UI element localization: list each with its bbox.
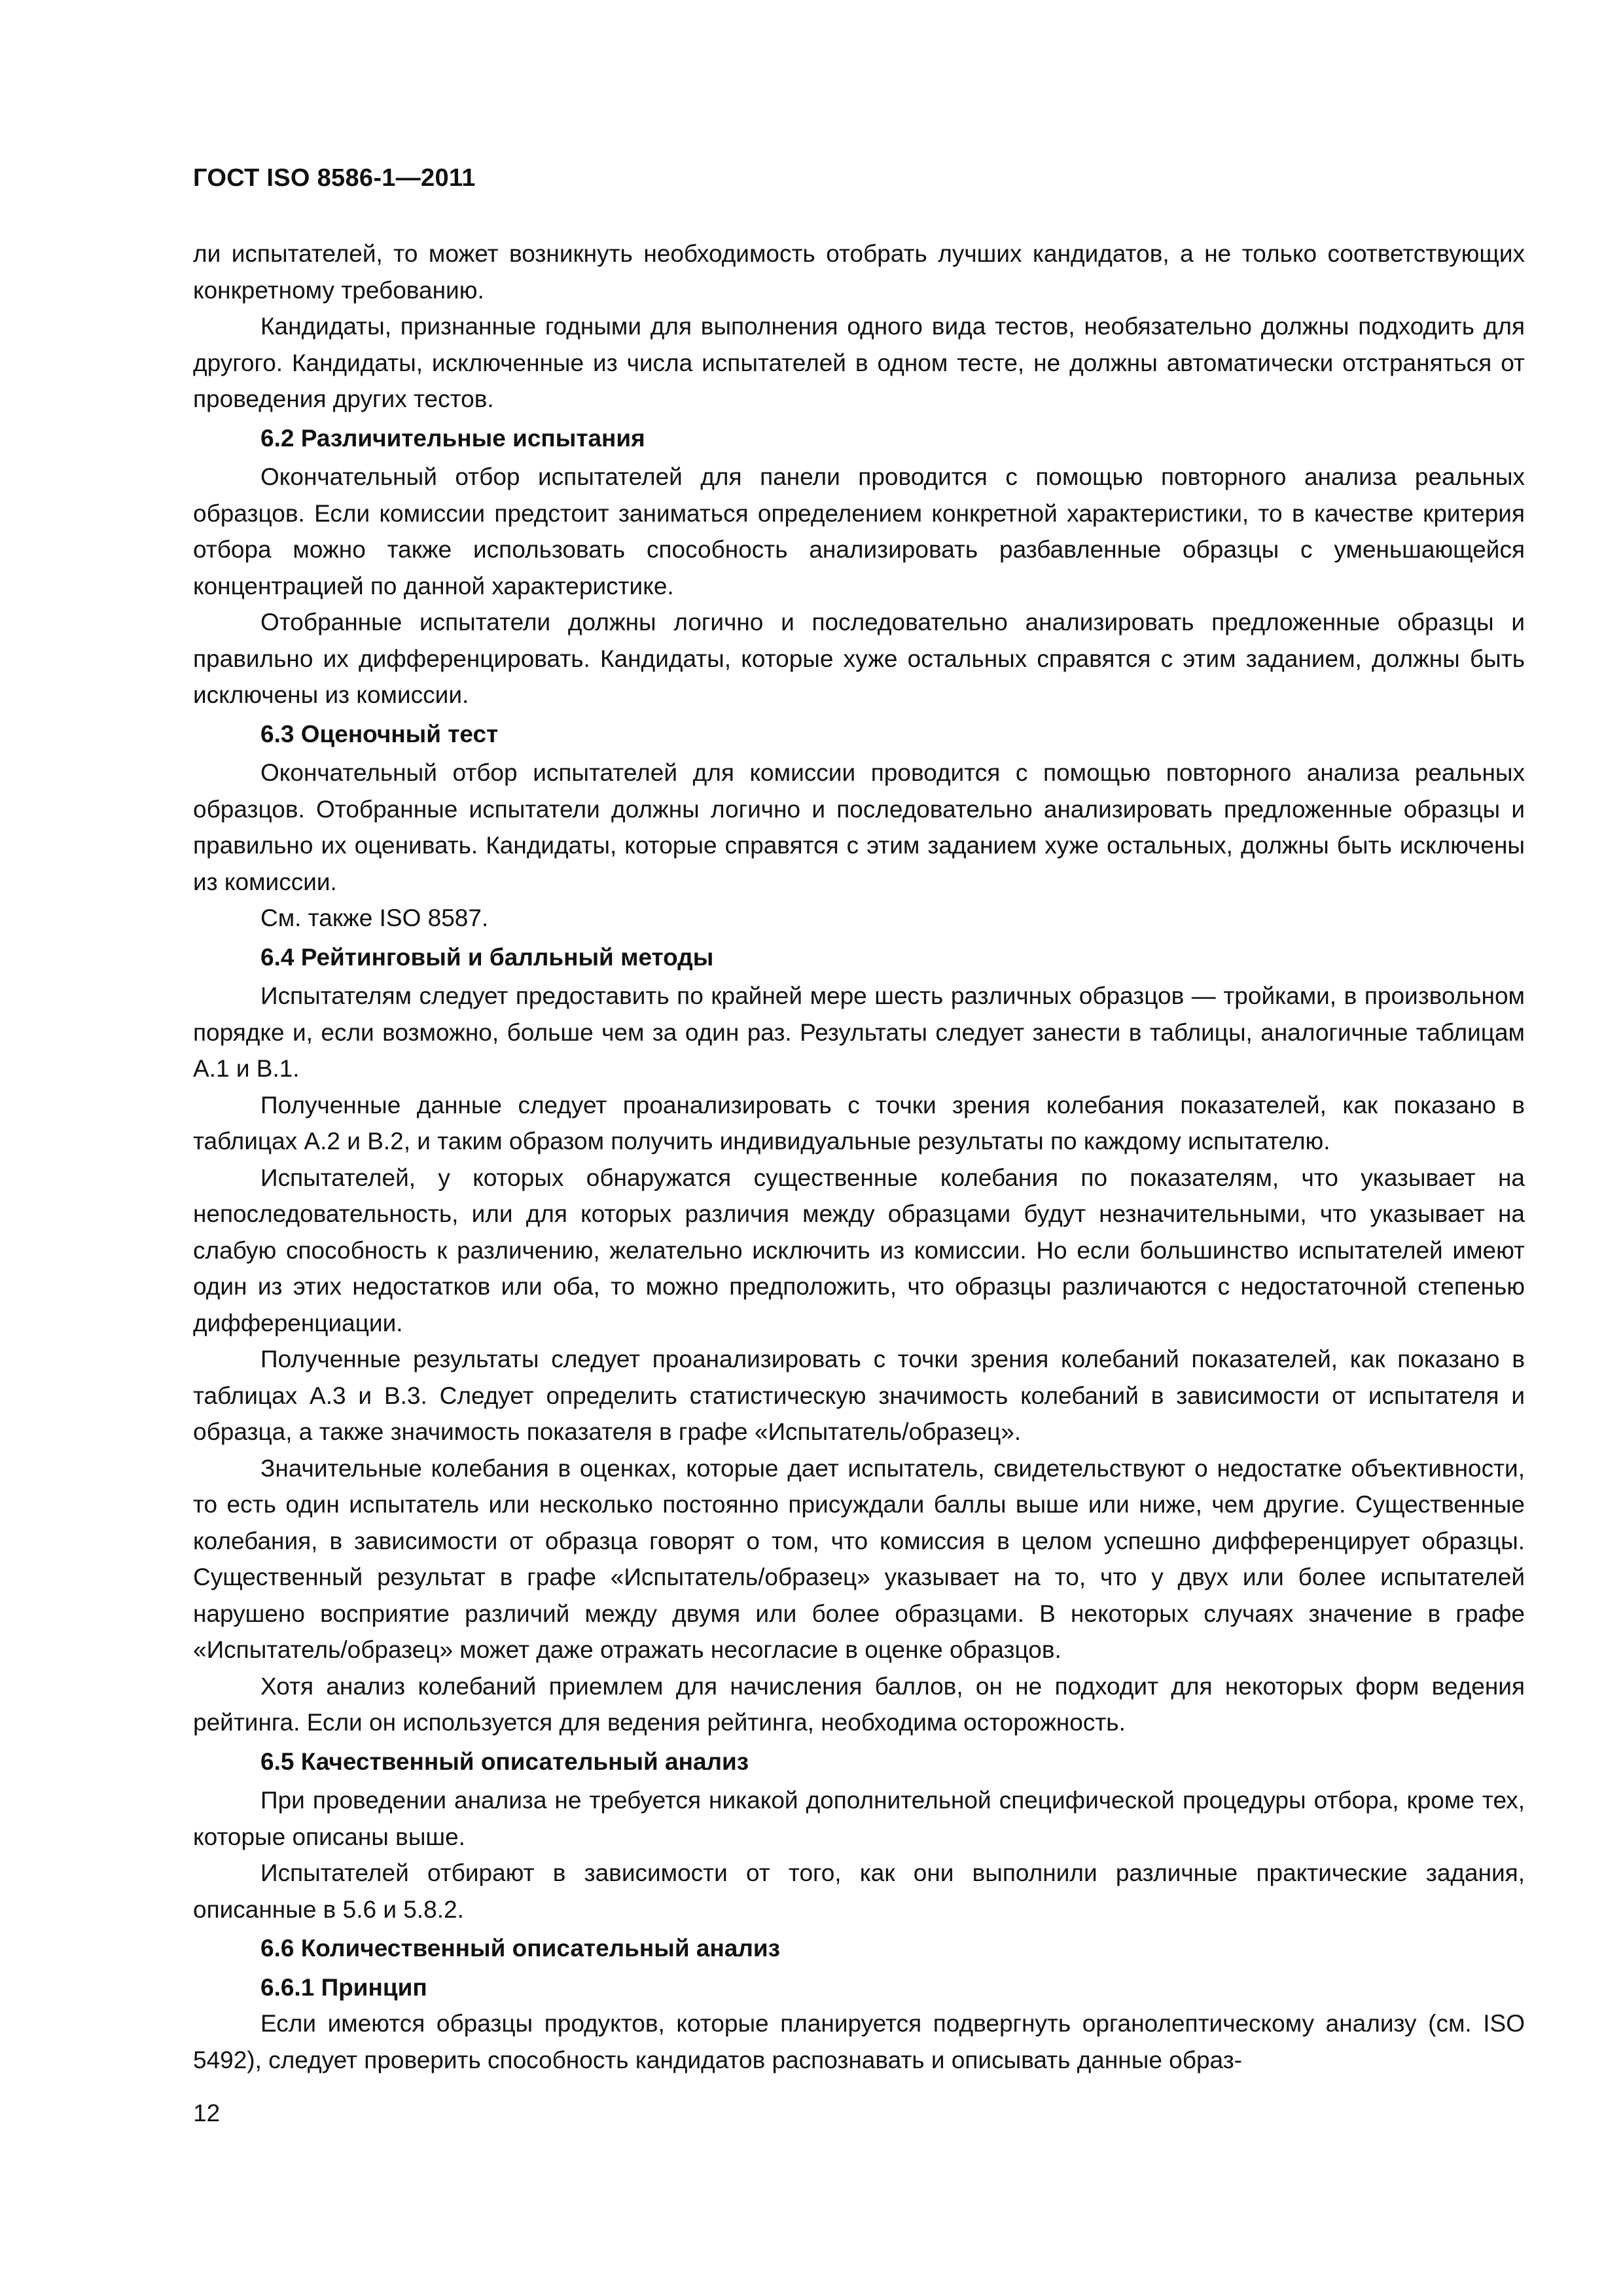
paragraph-6-3-1: Окончательный отбор испытателей для комиссии проводится с помощью повторного анализа реальных образцов. Отобранные испытатели должны логично и последовательно анализировать предложенные образцы и правильно их оценивать. Кандидаты, которые справятся с этим заданием хуже остальных, должны быть исключены из комиссии.: [193, 759, 1525, 895]
paragraph-6-2-2: Отобранные испытатели должны логично и последовательно анализировать предложенные образцы и правильно их дифференцировать. Кандидаты, которые хуже остальных справятся с этим заданием, должны быть исключены из комиссии.: [193, 609, 1525, 708]
paragraph-6-4-3: Испытателей, у которых обнаружатся существенные колебания по показателям, что указывает на непоследовательность, или для которых различия между образцами будут незначительными, что указывает на слабую способность к различению, желательно исключить из комиссии. Но если большинство испытателей имеют один из этих недостатков или оба, то можно предположить, что образцы различаются с недостаточной степенью дифференциации.: [193, 1164, 1525, 1336]
subsection-heading-6-6-1: 6.6.1 Принцип: [260, 1973, 427, 2001]
paragraph-6-4-4: Полученные результаты следует проанализировать с точки зрения колебаний показателей, как показано в таблицах А.3 и В.3. Следует определить статистическую значимость колебаний в зависимости от испытателя и образца, а также значимость показателя в графе «Испытатель/образец».: [193, 1346, 1525, 1445]
paragraph-6-2-1: Окончательный отбор испытателей для панели проводится с помощью повторного анализа реальных образцов. Если комиссии предстоит заниматься определением конкретной характеристики, то в качестве критерия отбора можно также использовать способность анализировать разбавленные образцы с уменьшающейся концентрацией по данной характеристике.: [193, 463, 1525, 600]
paragraph-6-4-6: Хотя анализ колебаний приемлем для начисления баллов, он не подходит для некоторых форм ведения рейтинга. Если он используется для ведения рейтинга, необходима осторожность.: [193, 1672, 1525, 1736]
paragraph-6-6-1-1: Если имеются образцы продуктов, которые планируется подвергнуть органолептическому анализу (см. ISO 5492), следует проверить способность кандидатов распознавать и описывать данные образ-: [193, 2010, 1525, 2073]
paragraph-candidates: Кандидаты, признанные годными для выполнения одного вида тестов, необязательно должны подходить для другого. Кандидаты, исключенные из числа испытателей в одном тесте, не должны автоматически отстраняться от проведения других тестов.: [193, 313, 1525, 412]
paragraph-6-4-5: Значительные колебания в оценках, которые дает испытатель, свидетельствуют о недостатке объективности, то есть один испытатель или несколько постоянно присуждали баллы выше или ниже, чем другие. Существенные колебания, в зависимости от образца говорят о том, что комиссия в целом успешно дифференцирует образцы. Существенный результат в графе «Испытатель/образец» указывает на то, что у двух или более испытателей нарушено восприятие различий между двумя или более образцами. В некоторых случаях значение в графе «Испытатель/образец» может даже отражать несогласие в оценке образцов.: [193, 1454, 1525, 1663]
section-heading-6-4: 6.4 Рейтинговый и балльный методы: [260, 943, 714, 971]
document-body: [193, 236, 1525, 2078]
paragraph-6-4-2: Полученные данные следует проанализировать с точки зрения колебания показателей, как показано в таблицах А.2 и В.2, и таким образом получить индивидуальные результаты по каждому испытателю.: [193, 1091, 1525, 1155]
section-heading-6-6: 6.6 Количественный описательный анализ: [260, 1935, 781, 1962]
paragraph-6-5-2: Испытателей отбирают в зависимости от того, как они выполнили различные практические задания, описанные в 5.6 и 5.8.2.: [193, 1859, 1525, 1923]
paragraph-intro: ли испытателей, то может возникнуть необходимость отобрать лучших кандидатов, а не только соответствующих конкретному требованию.: [193, 240, 1525, 304]
document-header: ГОСТ ISO 8586-1—2011: [193, 164, 476, 192]
section-heading-6-3: 6.3 Оценочный тест: [260, 720, 499, 747]
section-heading-6-5: 6.5 Качественный описательный анализ: [260, 1748, 749, 1775]
page-number: 12: [193, 2100, 221, 2126]
paragraph-6-4-1: Испытателям следует предоставить по крайней мере шесть различных образцов — тройками, в произвольном порядке и, если возможно, больше чем за один раз. Результаты следует занести в таблицы, аналогичные таблицам А.1 и В.1.: [193, 982, 1525, 1082]
section-heading-6-2: 6.2 Различительные испытания: [260, 424, 645, 452]
paragraph-6-5-1: При проведении анализа не требуется никакой дополнительной специфической процедуры отбора, кроме тех, которые описаны выше.: [193, 1787, 1525, 1850]
paragraph-6-3-2: См. также ISO 8587.: [260, 905, 489, 931]
